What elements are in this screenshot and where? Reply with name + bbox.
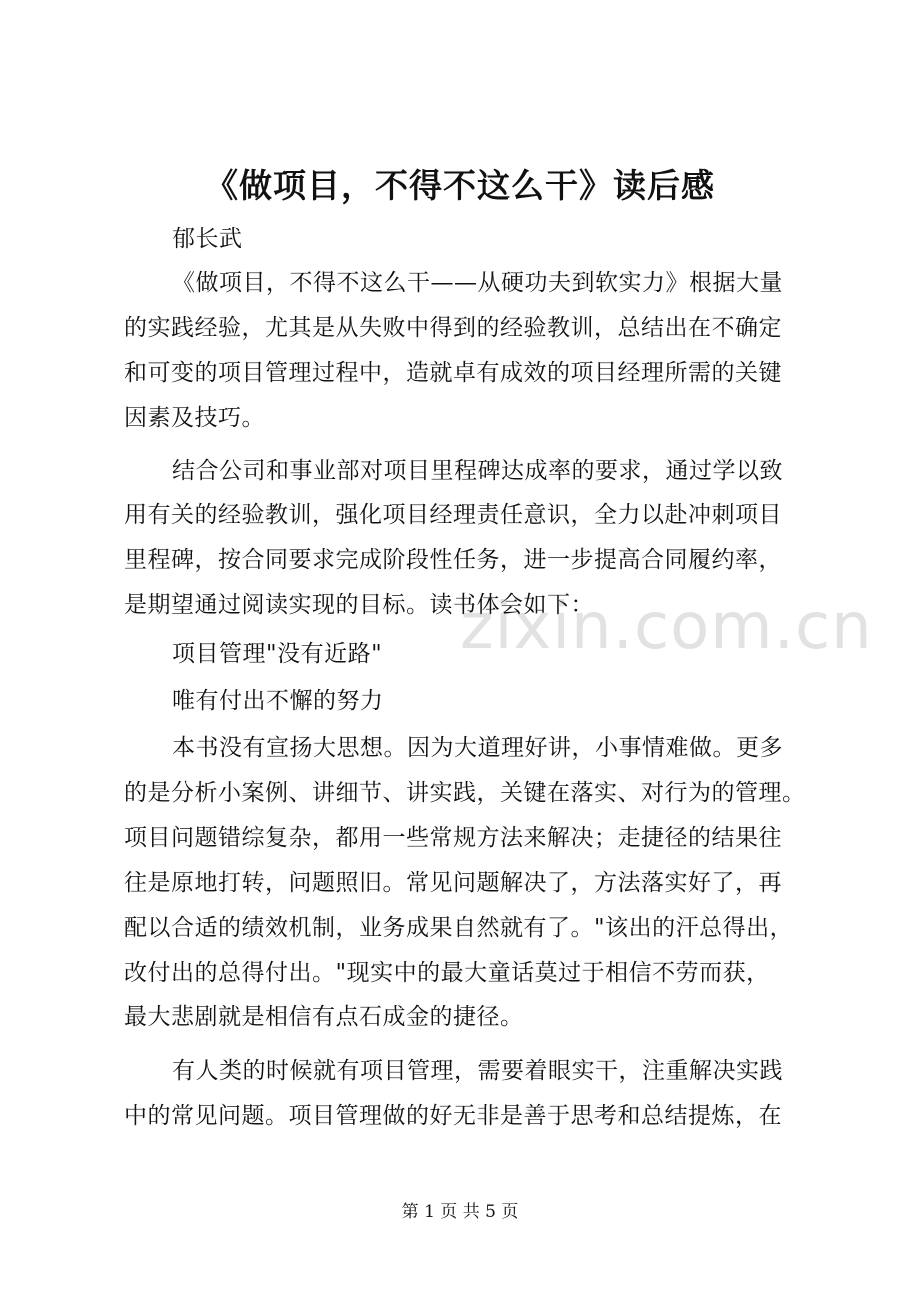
- author-name: 郁长武: [172, 226, 243, 252]
- text-line: 最大悲剧就是相信有点石成金的捷径。: [124, 1004, 524, 1030]
- text-line: 结合公司和事业部对项目里程碑达成率的要求，通过学以致: [172, 458, 783, 484]
- text-line: 里程碑，按合同要求完成阶段性任务，进一步提高合同履约率，: [124, 547, 782, 573]
- text-line: 的实践经验，尤其是从失败中得到的经验教训，总结出在不确定: [124, 315, 782, 341]
- text-line: 中的常见问题。项目管理做的好无非是善于思考和总结提炼，在: [124, 1103, 782, 1129]
- document-title: 《做项目，不得不这么干》读后感: [205, 166, 715, 205]
- text-line: 《做项目，不得不这么干——从硬功夫到软实力》根据大量: [172, 270, 783, 296]
- text-line: 用有关的经验教训，强化项目经理责任意识，全力以赴冲刺项目: [124, 502, 782, 528]
- page-footer: 第 1 页 共 5 页: [401, 1202, 519, 1222]
- text-line: 往是原地打转，问题照旧。常见问题解决了，方法落实好了，再: [124, 870, 782, 896]
- text-line: 唯有付出不懈的努力: [172, 688, 384, 714]
- text-line: 本书没有宣扬大思想。因为大道理好讲，小事情难做。更多: [172, 735, 783, 761]
- text-line: 因素及技巧。: [124, 405, 265, 431]
- text-line: 项目管理"没有近路": [172, 641, 383, 667]
- text-line: 配以合适的绩效机制，业务成果自然就有了。"该出的汗总得出，: [124, 915, 794, 941]
- text-line: 改付出的总得付出。"现实中的最大童话莫过于相信不劳而获，: [124, 960, 770, 986]
- text-line: 和可变的项目管理过程中，造就卓有成效的项目经理所需的关键: [124, 360, 782, 386]
- text-line: 的是分析小案例、讲细节、讲实践，关键在落实、对行为的管理。: [124, 780, 806, 806]
- text-line: 有人类的时候就有项目管理，需要着眼实干，注重解决实践: [172, 1058, 783, 1084]
- text-line: 是期望通过阅读实现的目标。读书体会如下：: [124, 592, 594, 618]
- text-line: 项目问题错综复杂，都用一些常规方法来解决；走捷径的结果往: [124, 825, 782, 851]
- watermark: zixin.com.cn: [460, 590, 873, 664]
